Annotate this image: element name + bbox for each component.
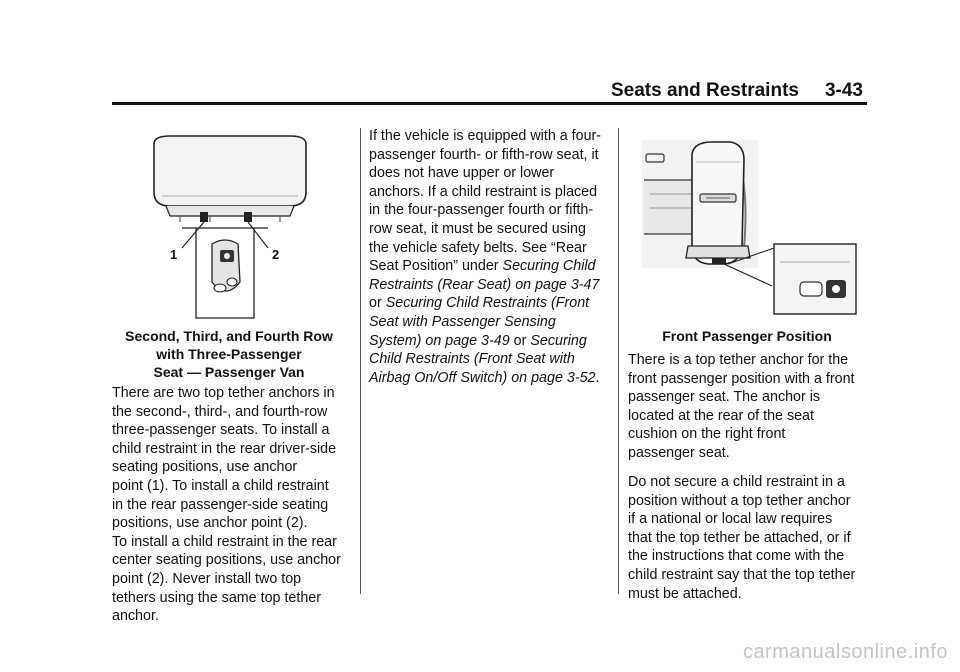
cross-reference-link[interactable]: Securing Child Restraints (Rear Seat) on page 3-47 (369, 258, 600, 293)
text-line: located at the rear of the seat (628, 407, 814, 424)
caption-line: Seat — Passenger Van (153, 364, 305, 380)
text-line: center seating positions, use anchor (112, 552, 341, 569)
text-line: front passenger position with a front (628, 370, 855, 387)
text-line: point (2). Never install two top (112, 570, 302, 587)
left-paragraph (112, 384, 357, 626)
text-line: anchor. (112, 608, 159, 625)
text-line: positions, use anchor point (2). (112, 515, 308, 532)
seat-tether-anchor-figure (140, 132, 330, 322)
middle-intro: If the vehicle is equipped with a four-passenger fourth- or fifth-row seat, it does not have upper or lower anchors. If a child restraint is placed in the four-passenger fourth or fifth-row seat, it must be secured using the vehicle safety belts. See “Rear Seat Position” under (369, 128, 602, 275)
figure-caption-right (627, 327, 867, 345)
text-line: point (1). To install a child restraint (112, 477, 329, 494)
right-paragraph-2 (628, 473, 873, 603)
watermark: carmanualsonline.info (742, 641, 948, 663)
text-line: There is a top tether anchor for the (628, 352, 849, 368)
right-paragraph-1 (628, 351, 873, 463)
text-line: Do not secure a child restraint in a (628, 474, 845, 490)
header-rule (112, 102, 867, 105)
column-divider-left (360, 128, 361, 594)
text-line: passenger seat. (628, 444, 730, 461)
page-header (600, 80, 863, 102)
column-divider-right (618, 128, 619, 594)
figure-caption-left (112, 327, 346, 381)
text-line: in the rear passenger-side seating (112, 496, 329, 513)
text-line: tethers using the same top tether (112, 589, 322, 606)
text-line: if a national or local law requires (628, 511, 833, 528)
cross-reference-link[interactable]: Securing Child Restraints (Front Seat with Passenger Sensing System) on page 3-49 (369, 295, 590, 349)
text-line: There are two top tether anchors in (112, 385, 335, 401)
text-line: To install a child restraint in the rear (112, 533, 337, 550)
caption-line: Second, Third, and Fourth Row (125, 328, 333, 344)
text-line: child restraint say that the top tether (628, 566, 856, 583)
text-line: passenger seat. The anchor is (628, 389, 821, 406)
connector-text: or (513, 332, 527, 349)
callout-1: 1 (170, 247, 178, 262)
text-line: three-passenger seats. To install a (112, 422, 330, 439)
front-passenger-anchor-figure (640, 138, 860, 318)
end-punctuation: . (595, 369, 600, 386)
text-line: child restraint in the rear driver-side (112, 440, 337, 457)
middle-paragraph (369, 127, 609, 387)
cross-reference-link[interactable]: Securing Child Restraints (Front Seat with Airbag On/Off Switch) on page 3-52 (369, 332, 596, 386)
page-number: 3-43 (824, 80, 863, 101)
text-line: cushion on the right front (628, 426, 786, 443)
text-line: the second-, third-, and fourth-row (112, 403, 328, 420)
text-line: position without a top tether anchor (628, 492, 851, 509)
caption-line: with Three-Passenger (156, 346, 302, 362)
text-line: seating positions, use anchor (112, 459, 298, 476)
section-title: Seats and Restraints (611, 80, 799, 101)
caption-line: Front Passenger Position (662, 328, 832, 344)
text-line: that the top tether be attached, or if (628, 529, 851, 546)
callout-2: 2 (272, 247, 280, 262)
text-line: must be attached. (628, 585, 742, 602)
text-line: the instructions that come with the (628, 548, 845, 565)
connector-text: or (369, 295, 382, 312)
